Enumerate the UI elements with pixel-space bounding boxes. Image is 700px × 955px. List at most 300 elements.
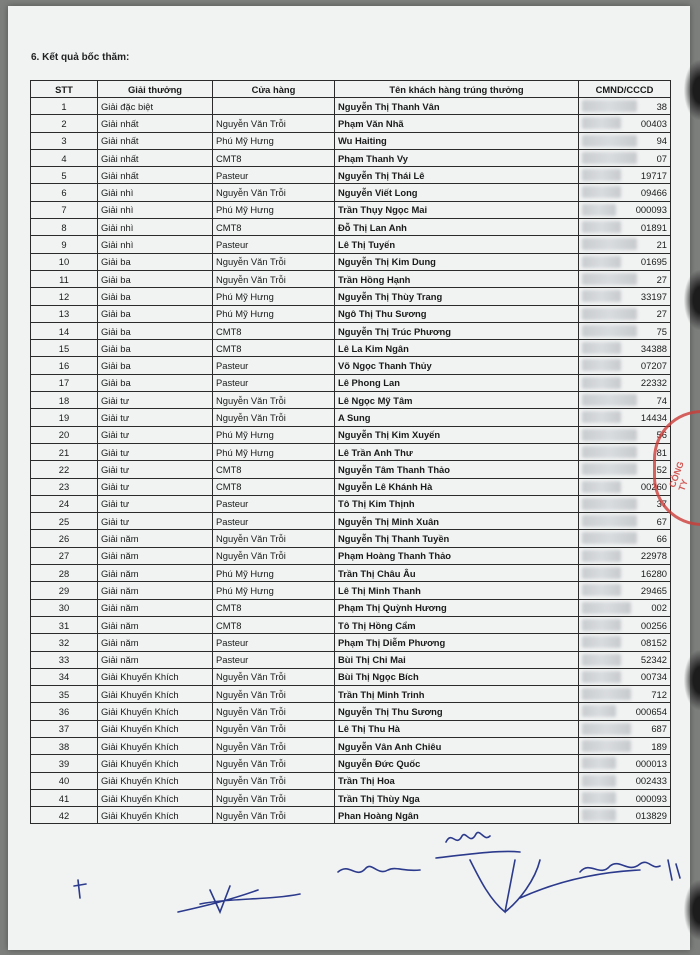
cell-id — [579, 530, 671, 547]
cell-prize: Giải nhì — [98, 236, 213, 253]
redaction-blur — [582, 290, 621, 302]
cell-store — [213, 98, 335, 115]
cell-store: Nguyễn Văn Trỗi — [213, 668, 335, 685]
cell-store: Phú Mỹ Hưng — [213, 582, 335, 599]
table-row — [31, 374, 671, 391]
cell-stt: 41 — [31, 789, 98, 806]
cell-store: Pasteur — [213, 513, 335, 530]
table-row — [31, 616, 671, 633]
cell-id — [579, 98, 671, 115]
cell-stt: 6 — [31, 184, 98, 201]
cell-stt: 24 — [31, 495, 98, 512]
cell-prize: Giải nhất — [98, 167, 213, 184]
cell-id — [579, 755, 671, 772]
table-row — [31, 495, 671, 512]
redaction-blur — [582, 342, 621, 354]
cell-store: Phú Mỹ Hưng — [213, 426, 335, 443]
table-row — [31, 357, 671, 374]
cell-id — [579, 409, 671, 426]
id-visible-digits: 27 — [656, 273, 667, 285]
page-edge-shadow — [684, 270, 700, 330]
column-header-stt: STT — [31, 81, 98, 98]
redaction-blur — [582, 221, 621, 233]
id-visible-digits: 000093 — [635, 792, 667, 804]
id-visible-digits: 22978 — [640, 550, 667, 562]
cell-prize: Giải Khuyến Khích — [98, 668, 213, 685]
cell-store: Phú Mỹ Hưng — [213, 305, 335, 322]
table-row — [31, 288, 671, 305]
cell-winner: Tô Thị Hồng Cẩm — [335, 616, 579, 633]
redaction-blur — [582, 498, 637, 510]
cell-store: Nguyễn Văn Trỗi — [213, 392, 335, 409]
redaction-blur — [582, 757, 616, 769]
redaction-blur — [582, 256, 621, 268]
id-visible-digits: 27 — [656, 308, 667, 320]
cell-winner: Trần Thụy Ngọc Mai — [335, 201, 579, 218]
id-visible-digits: 00403 — [640, 117, 667, 129]
table-header-row — [31, 81, 671, 98]
cell-prize: Giải nhất — [98, 149, 213, 166]
cell-store: CMT8 — [213, 340, 335, 357]
cell-stt: 27 — [31, 547, 98, 564]
cell-store: CMT8 — [213, 461, 335, 478]
table-row — [31, 703, 671, 720]
cell-store: CMT8 — [213, 219, 335, 236]
signature-3 — [338, 866, 420, 872]
redaction-blur — [582, 775, 616, 787]
cell-prize: Giải tư — [98, 392, 213, 409]
cell-id — [579, 374, 671, 391]
redaction-blur — [582, 792, 616, 804]
cell-store: Nguyễn Văn Trỗi — [213, 737, 335, 754]
cell-id — [579, 686, 671, 703]
table-row — [31, 737, 671, 754]
redaction-blur — [582, 688, 631, 700]
table-row — [31, 668, 671, 685]
table-row — [31, 582, 671, 599]
cell-winner: Tô Thị Kim Thịnh — [335, 495, 579, 512]
redaction-blur — [582, 377, 621, 389]
cell-store: Phú Mỹ Hưng — [213, 288, 335, 305]
table-row — [31, 236, 671, 253]
redaction-blur — [582, 429, 637, 441]
cell-prize: Giải năm — [98, 547, 213, 564]
cell-store: Nguyễn Văn Trỗi — [213, 772, 335, 789]
cell-prize: Giải ba — [98, 357, 213, 374]
cell-id — [579, 115, 671, 132]
table-row — [31, 149, 671, 166]
cell-stt: 8 — [31, 219, 98, 236]
redaction-blur — [582, 394, 637, 406]
redaction-blur — [582, 602, 631, 614]
redaction-blur — [582, 567, 621, 579]
cell-stt: 16 — [31, 357, 98, 374]
cell-winner: Nguyễn Thị Thùy Trang — [335, 288, 579, 305]
cell-stt: 22 — [31, 461, 98, 478]
cell-id — [579, 513, 671, 530]
cell-prize: Giải ba — [98, 305, 213, 322]
cell-prize: Giải năm — [98, 599, 213, 616]
id-visible-digits: 00256 — [640, 619, 667, 631]
cell-stt: 40 — [31, 772, 98, 789]
redaction-blur — [582, 359, 621, 371]
cell-id — [579, 167, 671, 184]
cell-winner: Bùi Thị Ngọc Bích — [335, 668, 579, 685]
id-visible-digits: 75 — [656, 325, 667, 337]
redaction-blur — [582, 723, 631, 735]
cell-prize: Giải ba — [98, 253, 213, 270]
redaction-blur — [582, 186, 621, 198]
cell-stt: 21 — [31, 443, 98, 460]
table-row — [31, 115, 671, 132]
redaction-blur — [582, 705, 616, 717]
table-row — [31, 599, 671, 616]
cell-prize: Giải nhì — [98, 184, 213, 201]
id-visible-digits: 34388 — [640, 342, 667, 354]
cell-id — [579, 582, 671, 599]
id-visible-digits: 189 — [651, 740, 667, 752]
table-row — [31, 789, 671, 806]
cell-stt: 18 — [31, 392, 98, 409]
cell-stt: 14 — [31, 322, 98, 339]
cell-store: Phú Mỹ Hưng — [213, 132, 335, 149]
cell-id — [579, 357, 671, 374]
cell-store: Pasteur — [213, 357, 335, 374]
id-visible-digits: 56 — [656, 429, 667, 441]
cell-id — [579, 651, 671, 668]
redaction-blur — [582, 204, 616, 216]
cell-prize: Giải Khuyến Khích — [98, 703, 213, 720]
cell-id — [579, 634, 671, 651]
page-edge-shadow — [684, 60, 700, 120]
id-visible-digits: 19717 — [640, 169, 667, 181]
cell-winner: Lê La Kim Ngân — [335, 340, 579, 357]
cell-stt: 42 — [31, 807, 98, 824]
table-row — [31, 720, 671, 737]
signature-5 — [470, 860, 640, 912]
cell-winner: Nguyễn Thị Kim Xuyến — [335, 426, 579, 443]
id-visible-digits: 66 — [656, 533, 667, 545]
cell-stt: 10 — [31, 253, 98, 270]
table-row — [31, 184, 671, 201]
cell-prize: Giải Khuyến Khích — [98, 772, 213, 789]
cell-prize: Giải năm — [98, 565, 213, 582]
cell-stt: 1 — [31, 98, 98, 115]
table-row — [31, 513, 671, 530]
cell-store: Nguyễn Văn Trỗi — [213, 270, 335, 287]
cell-stt: 15 — [31, 340, 98, 357]
cell-prize: Giải Khuyến Khích — [98, 686, 213, 703]
id-visible-digits: 712 — [651, 688, 667, 700]
page-edge-shadow — [684, 650, 700, 710]
column-header-store: Cửa hàng — [213, 81, 335, 98]
cell-prize: Giải nhì — [98, 201, 213, 218]
cell-prize: Giải năm — [98, 530, 213, 547]
id-visible-digits: 01891 — [640, 221, 667, 233]
cell-stt: 5 — [31, 167, 98, 184]
cell-store: Nguyễn Văn Trỗi — [213, 720, 335, 737]
table-row — [31, 322, 671, 339]
cell-store: Nguyễn Văn Trỗi — [213, 253, 335, 270]
cell-prize: Giải nhất — [98, 115, 213, 132]
signature-7 — [668, 860, 680, 880]
cell-store: Nguyễn Văn Trỗi — [213, 686, 335, 703]
cell-prize: Giải tư — [98, 513, 213, 530]
cell-winner: Nguyễn Thị Minh Xuân — [335, 513, 579, 530]
cell-store: Nguyễn Văn Trỗi — [213, 184, 335, 201]
cell-stt: 29 — [31, 582, 98, 599]
redaction-blur — [582, 411, 621, 423]
cell-winner: Phạm Thị Diễm Phương — [335, 634, 579, 651]
cell-prize: Giải Khuyến Khích — [98, 807, 213, 824]
signatures-area — [0, 820, 700, 955]
table-row — [31, 392, 671, 409]
redaction-blur — [582, 671, 621, 683]
cell-prize: Giải nhất — [98, 132, 213, 149]
cell-id — [579, 668, 671, 685]
id-visible-digits: 81 — [656, 446, 667, 458]
redaction-blur — [582, 515, 637, 527]
redaction-blur — [582, 619, 621, 631]
cell-id — [579, 772, 671, 789]
cell-winner: Lê Thị Thu Hà — [335, 720, 579, 737]
cell-stt: 20 — [31, 426, 98, 443]
id-visible-digits: 000013 — [635, 757, 667, 769]
cell-stt: 9 — [31, 236, 98, 253]
redaction-blur — [582, 238, 637, 250]
redaction-blur — [582, 636, 621, 648]
cell-winner: Nguyễn Thị Kim Dung — [335, 253, 579, 270]
table-row — [31, 409, 671, 426]
table-row — [31, 219, 671, 236]
table-row — [31, 98, 671, 115]
cell-stt: 26 — [31, 530, 98, 547]
redaction-blur — [582, 532, 637, 544]
cell-stt: 19 — [31, 409, 98, 426]
cell-prize: Giải Khuyến Khích — [98, 720, 213, 737]
cell-id — [579, 219, 671, 236]
cell-stt: 2 — [31, 115, 98, 132]
cell-prize: Giải Khuyến Khích — [98, 737, 213, 754]
cell-prize: Giải năm — [98, 634, 213, 651]
redaction-blur — [582, 550, 621, 562]
table-row — [31, 132, 671, 149]
cell-store: CMT8 — [213, 149, 335, 166]
id-visible-digits: 29465 — [640, 584, 667, 596]
cell-stt: 31 — [31, 616, 98, 633]
cell-id — [579, 599, 671, 616]
section-heading: 6. Kết quả bốc thăm: — [31, 52, 130, 63]
cell-id — [579, 703, 671, 720]
cell-id — [579, 789, 671, 806]
redaction-blur — [582, 481, 621, 493]
id-visible-digits: 01695 — [640, 256, 667, 268]
id-visible-digits: 002 — [651, 602, 667, 614]
cell-id — [579, 149, 671, 166]
redaction-blur — [582, 273, 637, 285]
redaction-blur — [582, 169, 621, 181]
cell-winner: Nguyễn Tâm Thanh Thảo — [335, 461, 579, 478]
table-row — [31, 426, 671, 443]
cell-winner: Phạm Văn Nhã — [335, 115, 579, 132]
cell-store: Pasteur — [213, 495, 335, 512]
cell-store: Phú Mỹ Hưng — [213, 201, 335, 218]
cell-winner: Phạm Thị Quỳnh Hương — [335, 599, 579, 616]
id-visible-digits: 00260 — [640, 481, 667, 493]
redaction-blur — [582, 100, 637, 112]
cell-prize: Giải ba — [98, 288, 213, 305]
cell-stt: 28 — [31, 565, 98, 582]
cell-id — [579, 270, 671, 287]
table-row — [31, 340, 671, 357]
cell-prize: Giải Khuyến Khích — [98, 755, 213, 772]
cell-store: Nguyễn Văn Trỗi — [213, 115, 335, 132]
cell-store: Pasteur — [213, 374, 335, 391]
cell-id — [579, 547, 671, 564]
cell-store: Pasteur — [213, 634, 335, 651]
cell-stt: 12 — [31, 288, 98, 305]
cell-store: CMT8 — [213, 616, 335, 633]
cell-id — [579, 737, 671, 754]
cell-store: Nguyễn Văn Trỗi — [213, 547, 335, 564]
cell-winner: Phan Hoàng Ngân — [335, 807, 579, 824]
cell-stt: 30 — [31, 599, 98, 616]
redaction-blur — [582, 325, 637, 337]
id-visible-digits: 37 — [656, 498, 667, 510]
table-row — [31, 755, 671, 772]
cell-prize: Giải đặc biệt — [98, 98, 213, 115]
cell-winner: Nguyễn Vân Anh Chiêu — [335, 737, 579, 754]
cell-prize: Giải tư — [98, 478, 213, 495]
signature-2 — [178, 886, 300, 912]
redaction-blur — [582, 308, 637, 320]
cell-id — [579, 253, 671, 270]
results-table — [30, 80, 671, 824]
table-row — [31, 565, 671, 582]
id-visible-digits: 16280 — [640, 567, 667, 579]
table-row — [31, 772, 671, 789]
cell-stt: 32 — [31, 634, 98, 651]
cell-store: Nguyễn Văn Trỗi — [213, 807, 335, 824]
cell-id — [579, 305, 671, 322]
id-visible-digits: 67 — [656, 515, 667, 527]
table-row — [31, 253, 671, 270]
table-row — [31, 443, 671, 460]
cell-stt: 11 — [31, 270, 98, 287]
cell-stt: 36 — [31, 703, 98, 720]
cell-id — [579, 322, 671, 339]
cell-store: Pasteur — [213, 651, 335, 668]
cell-winner: A Sung — [335, 409, 579, 426]
cell-winner: Phạm Thanh Vy — [335, 149, 579, 166]
cell-winner: Nguyễn Thị Thái Lê — [335, 167, 579, 184]
cell-id — [579, 132, 671, 149]
cell-prize: Giải tư — [98, 426, 213, 443]
redaction-blur — [582, 740, 631, 752]
cell-prize: Giải ba — [98, 270, 213, 287]
cell-stt: 38 — [31, 737, 98, 754]
cell-winner: Wu Haiting — [335, 132, 579, 149]
id-visible-digits: 08152 — [640, 636, 667, 648]
cell-prize: Giải ba — [98, 322, 213, 339]
cell-id — [579, 288, 671, 305]
cell-prize: Giải ba — [98, 340, 213, 357]
table-row — [31, 530, 671, 547]
cell-id — [579, 616, 671, 633]
cell-store: Phú Mỹ Hưng — [213, 443, 335, 460]
id-visible-digits: 94 — [656, 135, 667, 147]
redaction-blur — [582, 446, 637, 458]
id-visible-digits: 22332 — [640, 377, 667, 389]
table-row — [31, 461, 671, 478]
table-row — [31, 651, 671, 668]
cell-winner: Trần Thị Hoa — [335, 772, 579, 789]
redaction-blur — [582, 584, 621, 596]
id-visible-digits: 33197 — [640, 290, 667, 302]
cell-id — [579, 201, 671, 218]
id-visible-digits: 687 — [651, 723, 667, 735]
cell-winner: Lê Thị Minh Thanh — [335, 582, 579, 599]
id-visible-digits: 14434 — [640, 411, 667, 423]
cell-winner: Ngô Thị Thu Sương — [335, 305, 579, 322]
column-header-prize: Giải thưởng — [98, 81, 213, 98]
table-row — [31, 270, 671, 287]
signature-6 — [580, 862, 660, 872]
cell-winner: Trần Thị Minh Trinh — [335, 686, 579, 703]
id-visible-digits: 38 — [656, 100, 667, 112]
cell-store: CMT8 — [213, 322, 335, 339]
cell-stt: 23 — [31, 478, 98, 495]
cell-winner: Nguyễn Viết Long — [335, 184, 579, 201]
cell-stt: 39 — [31, 755, 98, 772]
table-row — [31, 478, 671, 495]
cell-winner: Lê Thị Tuyến — [335, 236, 579, 253]
cell-store: Nguyễn Văn Trỗi — [213, 755, 335, 772]
id-visible-digits: 52 — [656, 463, 667, 475]
cell-winner: Nguyễn Thị Thu Sương — [335, 703, 579, 720]
cell-winner: Nguyễn Đức Quốc — [335, 755, 579, 772]
cell-winner: Bùi Thị Chi Mai — [335, 651, 579, 668]
cell-id — [579, 184, 671, 201]
cell-prize: Giải ba — [98, 374, 213, 391]
cell-id — [579, 340, 671, 357]
cell-stt: 13 — [31, 305, 98, 322]
cell-stt: 37 — [31, 720, 98, 737]
cell-prize: Giải tư — [98, 443, 213, 460]
cell-id — [579, 236, 671, 253]
cell-prize: Giải tư — [98, 409, 213, 426]
id-visible-digits: 09466 — [640, 187, 667, 199]
cell-stt: 33 — [31, 651, 98, 668]
table-row — [31, 547, 671, 564]
column-header-id: CMND/CCCD — [579, 81, 671, 98]
cell-prize: Giải tư — [98, 461, 213, 478]
signature-1 — [74, 880, 86, 898]
cell-winner: Đỗ Thị Lan Anh — [335, 219, 579, 236]
cell-winner: Phạm Hoàng Thanh Thảo — [335, 547, 579, 564]
redaction-blur — [582, 135, 637, 147]
id-visible-digits: 74 — [656, 394, 667, 406]
cell-store: Nguyễn Văn Trỗi — [213, 530, 335, 547]
cell-winner: Võ Ngọc Thanh Thủy — [335, 357, 579, 374]
cell-winner: Trần Hồng Hạnh — [335, 270, 579, 287]
cell-stt: 7 — [31, 201, 98, 218]
cell-store: Phú Mỹ Hưng — [213, 565, 335, 582]
cell-store: CMT8 — [213, 599, 335, 616]
cell-stt: 3 — [31, 132, 98, 149]
id-visible-digits: 002433 — [635, 775, 667, 787]
cell-store: Nguyễn Văn Trỗi — [213, 409, 335, 426]
